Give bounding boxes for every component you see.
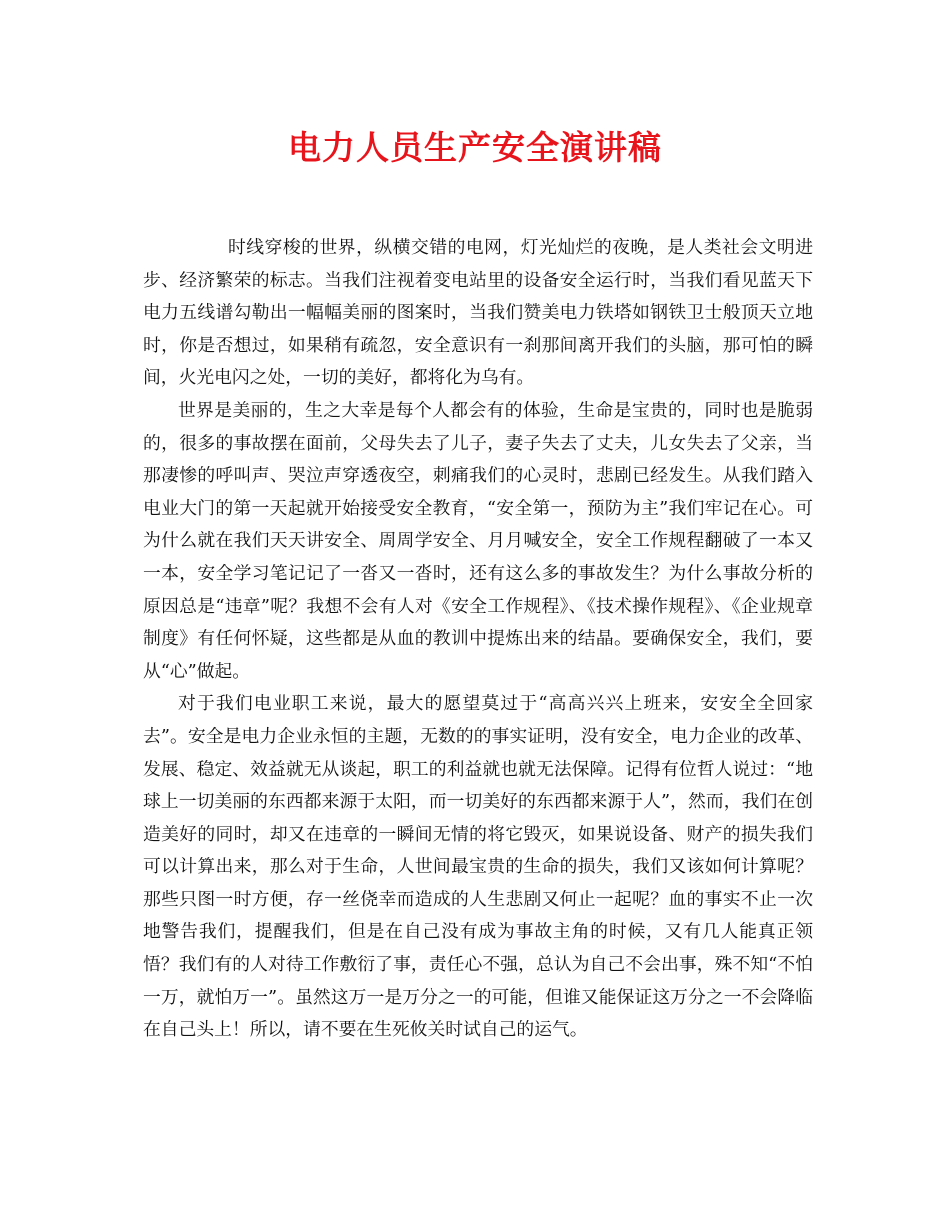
document-body [143,232,813,1047]
document-title: 电力人员生产安全演讲稿 [288,128,662,167]
paragraph-2: 世界是美丽的，生之大幸是每个人都会有的体验，生命是宝贵的，同时也是脆弱的，很多的事故摆在面前，父母失去了儿子，妻子失去了丈夫，儿女失去了父亲，当那凄惨的呼叫声、哭泣声穿透夜空，刺痛我们的心灵时，悲剧已经发生。从我们踏入电业大门的第一天起就开始接受安全教育，“安全第一，预防为主”我们牢记在心。可为什么就在我们天天讲安全、周周学安全、月月喊安全，安全工作规程翻破了一本又一本，安全学习笔记记了一沓又一沓时，还有这么多的事故发生？为什么事故分析的原因总是“违章”呢？我想不会有人对《安全工作规程》、《技术操作规程》、《企业规章制度》有任何怀疑，这些都是从血的教训中提炼出来的结晶。要确保安全，我们，要从“心”做起。 [143,399,813,682]
paragraph-3: 对于我们电业职工来说，最大的愿望莫过于“高高兴兴上班来，安安全全回家去”。安全是电力企业永恒的主题，无数的的事实证明，没有安全，电力企业的改革、发展、稳定、效益就无从谈起，职工的利益就也就无法保障。记得有位哲人说过：“地球上一切美丽的东西都来源于太阳，而一切美好的东西都来源于人”，然而，我们在创造美好的同时，却又在违章的一瞬间无情的将它毁灭，如果说设备、财产的损失我们可以计算出来，那么对于生命，人世间最宝贵的生命的损失，我们又该如何计算呢？那些只图一时方便，存一丝侥幸而造成的人生悲剧又何止一起呢？血的事实不止一次地警告我们，提醒我们，但是在自己没有成为事故主角的时候，又有几人能真正领悟？我们有的人对待工作敷衍了事，责任心不强，总认为自己不会出事，殊不知“不怕一万，就怕万一”。虽然这万一是万分之一的可能，但谁又能保证这万分之一不会降临在自己头上！所以，请不要在生死攸关时试自己的运气。 [143,693,813,1041]
paragraph-1: 时线穿梭的世界，纵横交错的电网，灯光灿烂的夜晚，是人类社会文明进步、经济繁荣的标志。当我们注视着变电站里的设备安全运行时，当我们看见蓝天下电力五线谱勾勒出一幅幅美丽的图案时，当我们赞美电力铁塔如钢铁卫士般顶天立地时，你是否想过，如果稍有疏忽，安全意识有一刹那间离开我们的头脑，那可怕的瞬间，火光电闪之处，一切的美好，都将化为乌有。 [143,237,813,389]
